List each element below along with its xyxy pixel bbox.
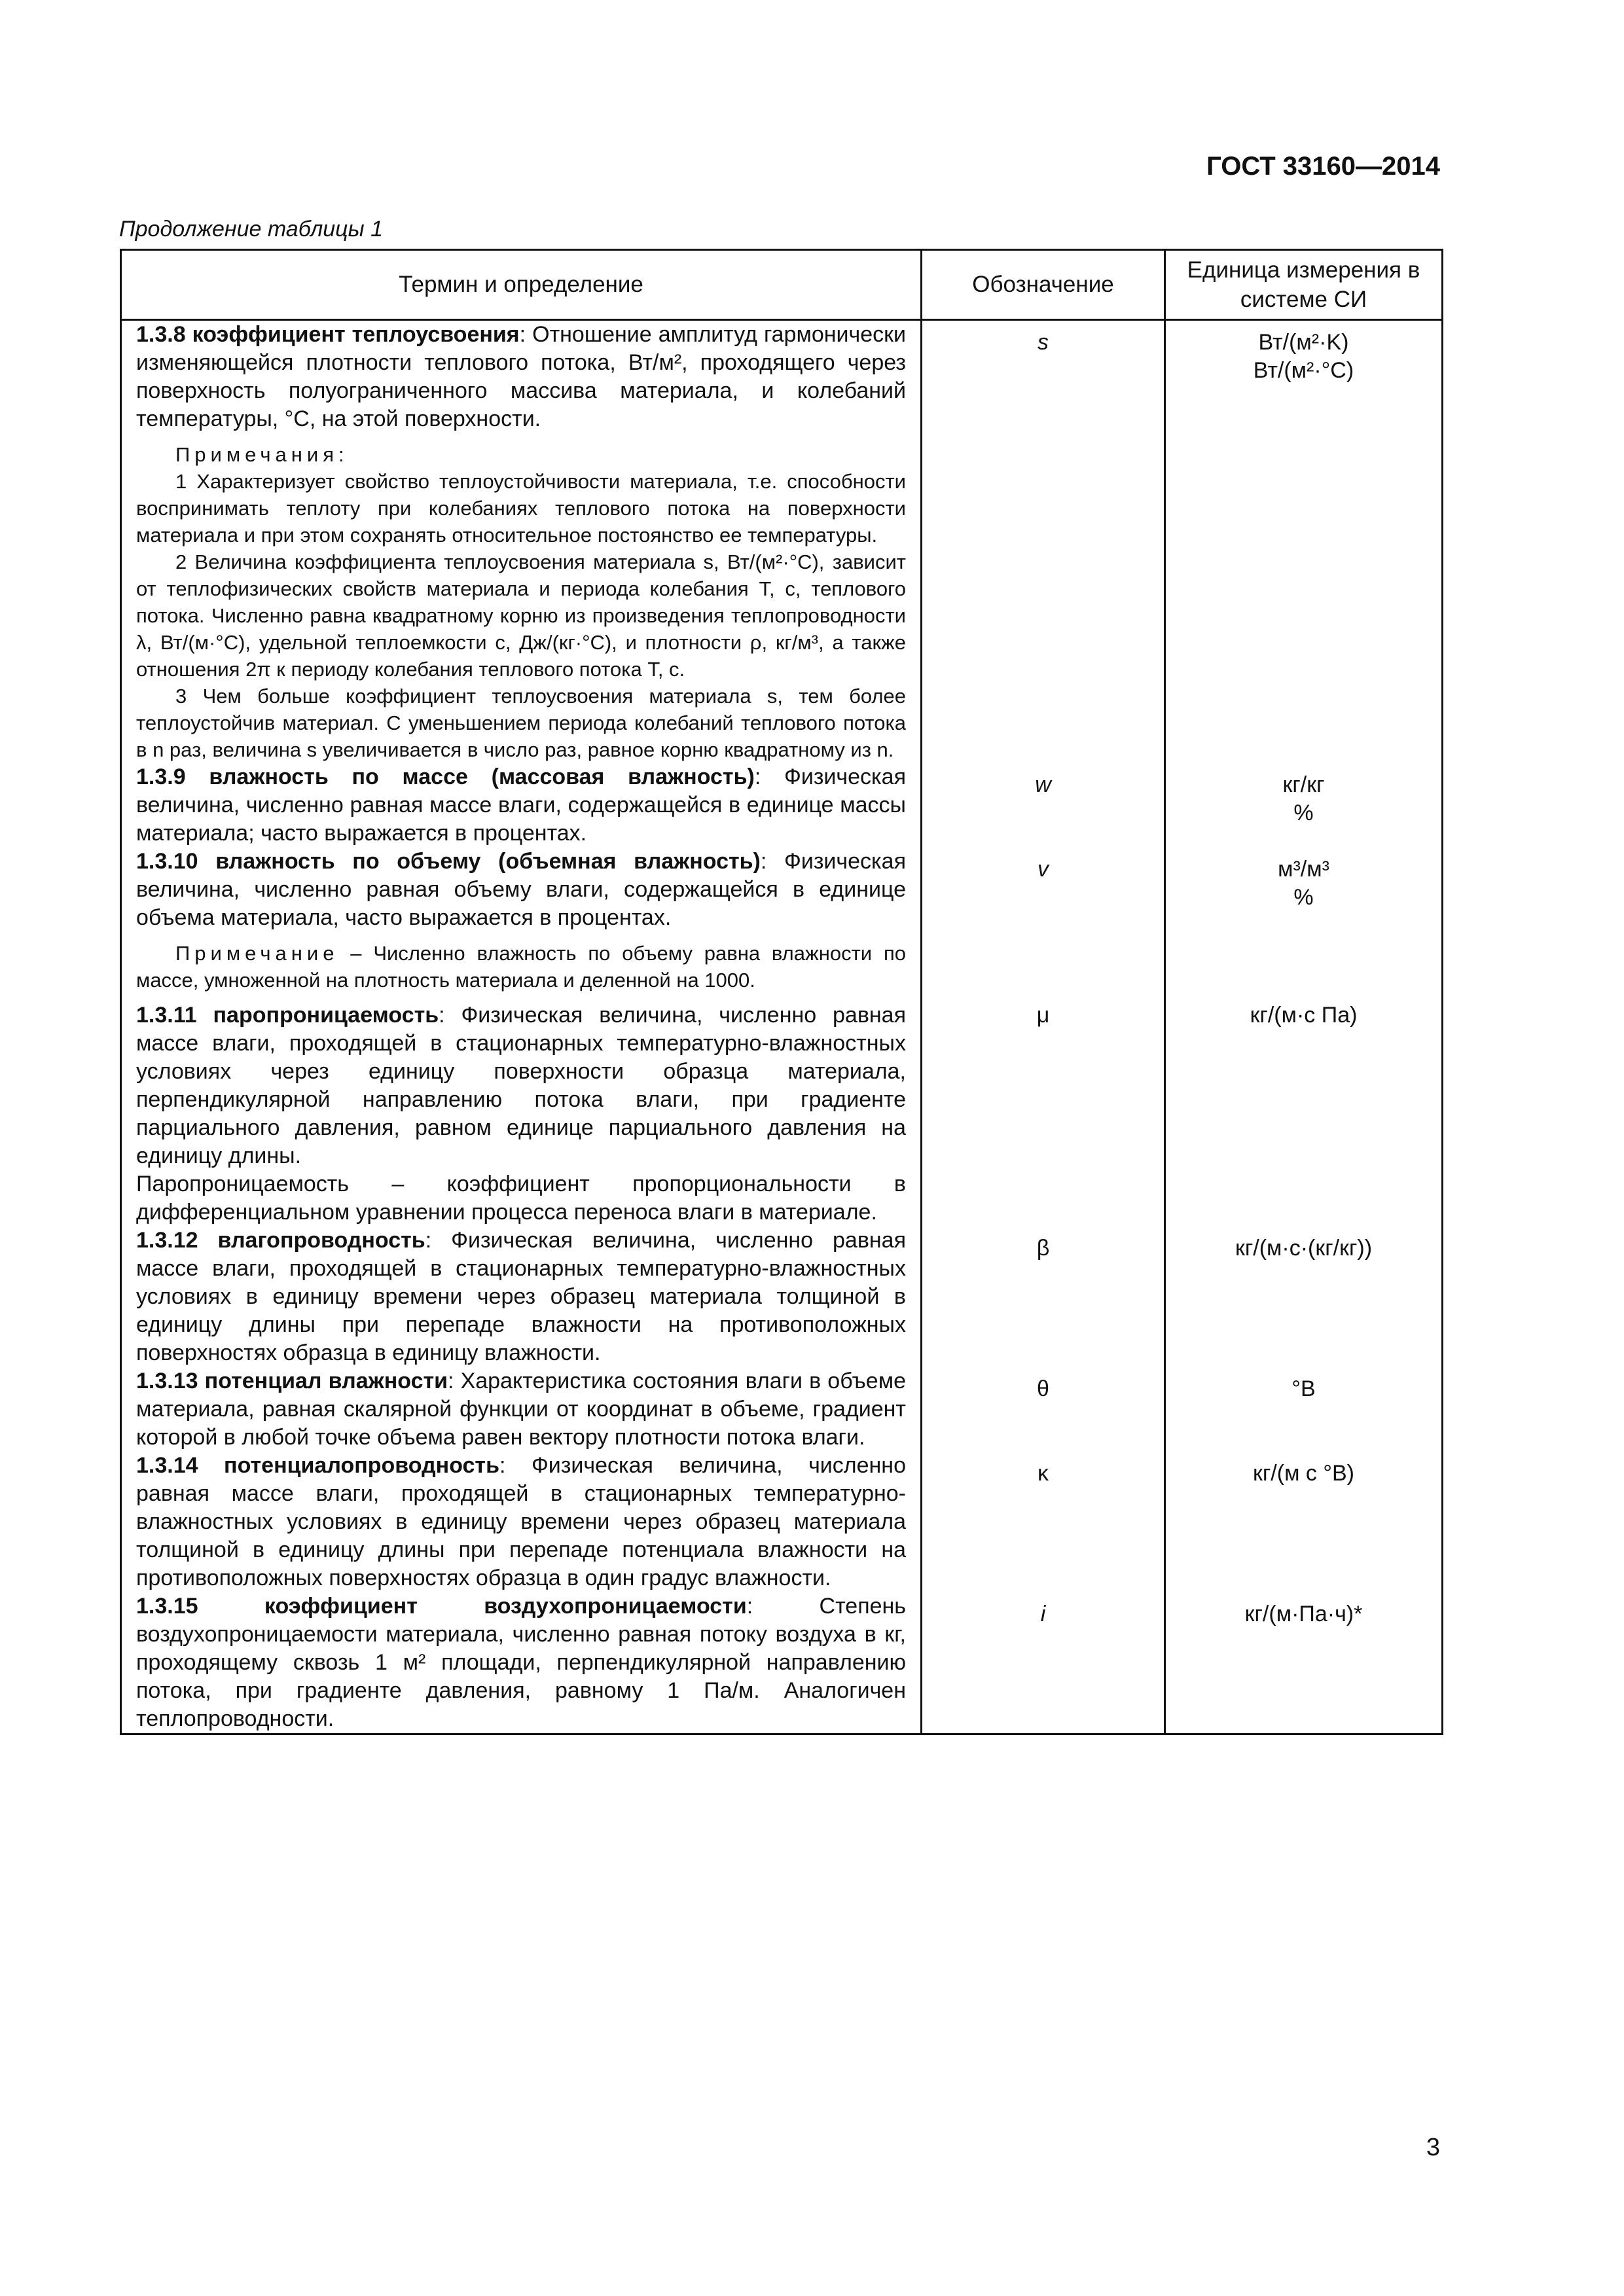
symbol-cell: v [922,848,1165,994]
note: Примечание – Численно влажность по объему равна влажности по массе, умноженной на плотность материала и деленной на 1000. [136,942,906,992]
term-name: коэффициент теплоусвоения [192,322,520,347]
table-row [121,320,1443,764]
symbol-cell: κ [922,1452,1165,1592]
term-definition: 1.3.9 влажность по массе (массовая влажность): Физическая величина, численно равная массе влаги, содержащейся в единице массы материала; часто выражается в процентах. [136,764,906,846]
term-name: влажность по объему (объемная влажность) [215,849,761,874]
symbol-cell: β [922,1227,1165,1367]
note-2: 2 Величина коэффициента теплоусвоения материала s, Вт/(м²·°С), зависит от теплофизических свойств материала и периода колебания T, с, теплового потока. Численно равна квадратному корню из произведения теплопроводности λ, Вт/(м·°С), удельной теплоемкости c, Дж/(кг·°С), и плотности ρ, кг/м³, а также отношения 2π к периоду колебания теплового потока T, с. [136,550,906,681]
column-header-symbol: Обозначение [922,250,1165,320]
term-definition: 1.3.14 потенциалопроводность: Физическая величина, численно равная массе влаги, проходящей в стационарных температурно-влажностных условиях в единицу времени через образец материала толщиной в единицу длины при перепаде потенциала влажности на противоположных поверхностях образца в один градус влажности. [136,1453,906,1590]
term-name: влагопроводность [217,1228,425,1253]
term-name: потенциалопроводность [224,1453,499,1478]
term-name: потенциал влажности [204,1369,448,1393]
table-row [121,1452,1443,1592]
page-number: 3 [1426,2134,1440,2161]
table-row [121,994,1443,1227]
term-cell [121,1452,922,1592]
column-header-unit: Единица измерения в системе СИ [1165,250,1443,320]
table-row [121,763,1443,848]
symbol-cell: s [922,320,1165,764]
term-cell [121,1592,922,1734]
note-3: 3 Чем больше коэффициент теплоусвоения материала s, тем более теплоустойчив материал. С уменьшением периода колебаний теплового потока в n раз, величина s увеличивается в число раз, равное корню квадратному из n. [136,685,906,761]
symbol-cell: i [922,1592,1165,1734]
document-code: ГОСТ 33160—2014 [1206,152,1440,181]
unit-cell: °В [1165,1367,1443,1452]
column-header-term: Термин и определение [121,250,922,320]
term-name: коэффициент воздухопроницаемости [264,1594,747,1619]
term-name: паропроницаемость [213,1003,439,1028]
table-row [121,1227,1443,1367]
unit-cell: кг/(м с °В) [1165,1452,1443,1592]
symbol-cell: w [922,763,1165,848]
term-cell [121,848,922,994]
term-cell [121,994,922,1227]
term-definition: 1.3.10 влажность по объему (объемная влажность): Физическая величина, численно равная объему влаги, содержащейся в единице объема материала, часто выражается в процентах. [136,849,906,930]
table-caption: Продолжение таблицы 1 [119,217,383,242]
table-row [121,1367,1443,1452]
term-cell [121,1227,922,1367]
unit-cell: кг/(м·Па·ч)* [1165,1592,1443,1734]
term-cell [121,1367,922,1452]
unit-cell: кг/кг % [1165,763,1443,848]
term-definition: 1.3.15 коэффициент воздухопроницаемости: Степень воздухопроницаемости материала, численно равная потоку воздуха в кг, проходящему сквозь 1 м² площади, перпендикулярной направлению потока, при градиенте давления, равному 1 Па/м. Аналогичен теплопроводности. [136,1594,907,1731]
symbol-cell: μ [922,994,1165,1227]
notes-heading: Примечания: [175,443,349,466]
table-header-row [121,250,1443,320]
unit-cell: кг/(м·с Па) [1165,994,1443,1227]
term-definition: 1.3.11 паропроницаемость: Физическая величина, численно равная массе влаги, проходящей в стационарных температурно-влажностных условиях через единицу поверхности образца материала, перпендикулярной направлению потока влаги, при градиенте парциального давления, равном единице парциального давления на единицу длины. [136,1003,906,1168]
note-1: 1 Характеризует свойство теплоустойчивости материала, т.е. способности воспринимать теплоту при колебаниях теплового потока на поверхности материала и при этом сохранять относительное постоянство ее температуры. [136,470,906,547]
term-definition: 1.3.8 коэффициент теплоусвоения: Отношение амплитуд гармонически изменяющейся плотности теплового потока, Вт/м², проходящего через поверхность полуограниченного массива материала, и колебаний температуры, °С, на этой поверхности. [136,322,906,431]
term-cell [121,320,922,764]
term-name: влажность по массе (массовая влажность) [209,764,755,789]
term-definition: 1.3.13 потенциал влажности: Характеристика состояния влаги в объеме материала, равная скалярной функции от координат в объеме, градиент которой в любой точке объема равен вектору плотности потока влаги. [136,1369,906,1450]
term-extra: Паропроницаемость – коэффициент пропорциональности в дифференциальном уравнении процесса переноса влаги в материале. [136,1172,906,1225]
term-definition: 1.3.12 влагопроводность: Физическая величина, численно равная массе влаги, проходящей в стационарных температурно-влажностных условиях в единицу времени через образец материала толщиной в единицу длины при перепаде влажности на противоположных поверхностях образца в единицу влажности. [136,1228,906,1365]
unit-cell: м³/м³ % [1165,848,1443,994]
symbol-cell: θ [922,1367,1165,1452]
table-row [121,1592,1443,1734]
unit-cell: кг/(м·с·(кг/кг)) [1165,1227,1443,1367]
term-cell [121,763,922,848]
terms-table [120,249,1443,1735]
unit-cell: Вт/(м²·K) Вт/(м²·°С) [1165,320,1443,764]
table-row [121,848,1443,994]
